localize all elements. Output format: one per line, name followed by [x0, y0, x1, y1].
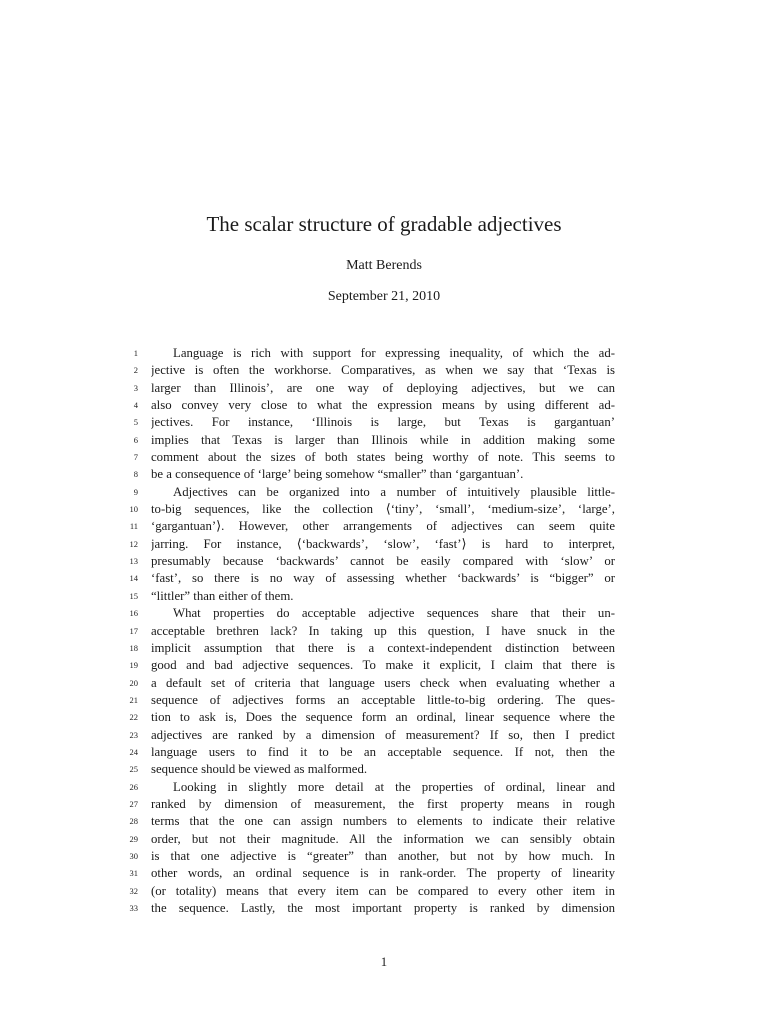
line-number: 23 [129, 729, 138, 740]
line-text: also convey very close to what the expression means by using different ad- [151, 398, 615, 413]
paper-author: Matt Berends [346, 258, 422, 273]
line-number: 21 [129, 694, 138, 705]
body-text [0, 345, 768, 917]
line-number: 28 [129, 816, 138, 827]
text-line [0, 380, 768, 397]
text-line [0, 345, 768, 362]
line-text: good and bad adjective sequences. To make it explicit, I claim that there is [151, 658, 615, 673]
text-line [0, 432, 768, 449]
line-number: 29 [129, 833, 138, 844]
line-text: What properties do acceptable adjective sequences share that their un- [173, 606, 615, 621]
line-number: 3 [133, 382, 138, 393]
line-number: 24 [129, 746, 138, 757]
text-line [0, 501, 768, 518]
line-number: 27 [129, 798, 138, 809]
line-number: 12 [129, 538, 138, 549]
paper-title: The scalar structure of gradable adjectives [206, 212, 562, 236]
line-text: jarring. For instance, ⟨‘backwards’, ‘slow’, ‘fast’⟩ is hard to interpret, [151, 536, 615, 551]
line-text: sequence should be viewed as malformed. [151, 762, 368, 777]
text-line [0, 883, 768, 900]
line-number: 16 [129, 608, 138, 619]
page-number: 1 [380, 955, 388, 969]
text-line [0, 414, 768, 431]
line-number: 6 [133, 434, 138, 445]
line-number: 2 [133, 365, 138, 376]
text-line [0, 536, 768, 553]
text-line [0, 709, 768, 726]
line-number: 19 [129, 660, 138, 671]
text-line [0, 675, 768, 692]
line-text: ranked by dimension of measurement, the first property means in rough [151, 796, 615, 811]
line-text: language users to find it to be an acceptable sequence. If not, then the [151, 744, 615, 759]
text-line [0, 657, 768, 674]
line-number: 33 [129, 903, 138, 913]
line-number: 18 [129, 642, 138, 653]
line-number: 9 [133, 486, 138, 497]
line-text: sequence of adjectives forms an acceptable little-to-big ordering. The ques- [151, 692, 615, 707]
line-text: jectives. For instance, ‘Illinois is large, but Texas is gargantuan’ [151, 415, 615, 430]
text-line [0, 761, 768, 778]
text-line [0, 831, 768, 848]
line-text: the sequence. Lastly, the most important property is ranked by dimension [151, 901, 615, 915]
line-number: 30 [129, 850, 138, 861]
text-line [0, 397, 768, 414]
line-text: tion to ask is, Does the sequence form an ordinal, linear sequence where the [151, 710, 615, 725]
line-number: 25 [129, 764, 138, 775]
line-number: 26 [129, 781, 138, 792]
text-line [0, 518, 768, 535]
line-text: order, but not their magnitude. All the information we can sensibly obtain [151, 831, 615, 846]
text-line [0, 466, 768, 483]
line-text: comment about the sizes of both states being worthy of note. This seems to [151, 450, 615, 465]
line-number: 14 [129, 573, 138, 584]
text-line [0, 362, 768, 379]
line-number: 8 [133, 469, 138, 480]
line-number: 4 [133, 400, 138, 411]
line-number: 13 [129, 556, 138, 567]
line-text: larger than Illinois’, are one way of deploying adjectives, but we can [151, 380, 615, 395]
line-number: 22 [129, 712, 138, 723]
line-number: 10 [129, 504, 138, 515]
text-line [0, 553, 768, 570]
line-text: ‘fast’, so there is no way of assessing whether ‘backwards’ is “bigger” or [151, 571, 615, 586]
paper-date: September 21, 2010 [327, 289, 441, 304]
line-text: “littler” than either of them. [151, 588, 294, 603]
line-text: implicit assumption that there is a context-independent distinction between [151, 640, 615, 655]
line-text: is that one adjective is “greater” than another, but not by how much. In [151, 848, 615, 863]
line-text: other words, an ordinal sequence is in rank-order. The property of linearity [151, 866, 615, 881]
text-line [0, 779, 768, 796]
line-number: 31 [129, 868, 138, 879]
text-line [0, 692, 768, 709]
line-number: 17 [129, 625, 138, 636]
line-text: Looking in slightly more detail at the properties of ordinal, linear and [173, 779, 615, 794]
line-text: presumably because ‘backwards’ cannot be easily compared with ‘slow’ or [151, 554, 615, 569]
line-number: 1 [133, 348, 138, 358]
line-number: 7 [133, 452, 138, 463]
line-text: Language is rich with support for expressing inequality, of which the ad- [173, 346, 615, 360]
line-text: acceptable brethren lack? In taking up this question, I have snuck in the [151, 623, 615, 638]
text-line [0, 796, 768, 813]
line-text: Adjectives can be organized into a number of intuitively plausible little- [173, 484, 615, 499]
line-number: 11 [129, 521, 138, 532]
text-line [0, 744, 768, 761]
text-line [0, 449, 768, 466]
text-line [0, 570, 768, 587]
line-number: 32 [129, 885, 138, 896]
text-line [0, 623, 768, 640]
text-line [0, 848, 768, 865]
text-line [0, 605, 768, 622]
line-text: jective is often the workhorse. Comparatives, as when we say that ‘Texas is [151, 363, 615, 378]
line-text: terms that the one can assign numbers to elements to indicate their relative [151, 814, 615, 829]
line-text: ‘gargantuan’⟩. However, other arrangements of adjectives can seem quite [151, 519, 615, 534]
text-line [0, 484, 768, 501]
line-text: be a consequence of ‘large’ being somehow “smaller” than ‘gargantuan’. [151, 467, 524, 482]
text-line [0, 727, 768, 744]
text-line [0, 865, 768, 882]
text-line [0, 588, 768, 605]
text-line [0, 640, 768, 657]
line-number: 15 [129, 590, 138, 601]
line-text: implies that Texas is larger than Illinois while in addition making some [151, 432, 615, 447]
text-line [0, 900, 768, 917]
line-text: a default set of criteria that language users check when evaluating whether a [151, 675, 615, 690]
text-line [0, 813, 768, 830]
line-text: adjectives are ranked by a dimension of measurement? If so, then I predict [151, 727, 615, 742]
line-text: (or totality) means that every item can be compared to every other item in [151, 883, 615, 898]
line-number: 20 [129, 677, 138, 688]
line-text: to-big sequences, like the collection ⟨‘tiny’, ‘small’, ‘medium-size’, ‘large’, [151, 502, 615, 517]
line-number: 5 [133, 417, 138, 428]
